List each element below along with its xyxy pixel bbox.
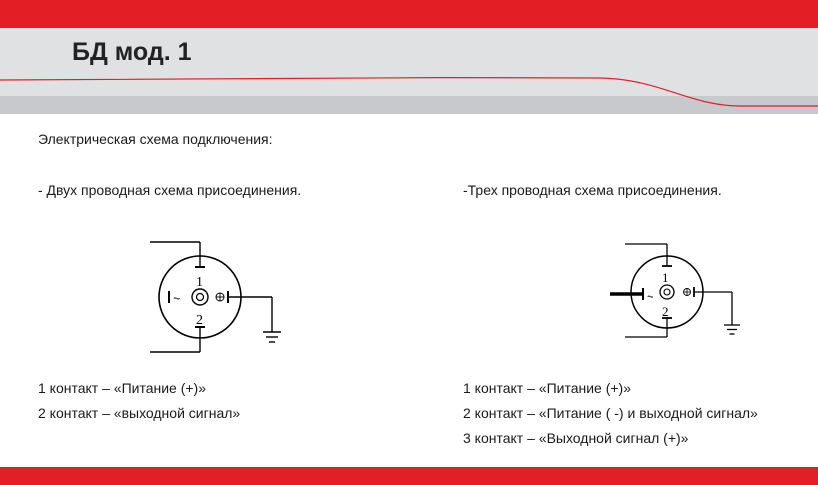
ground-icon [263,332,281,342]
intro-text: Электрическая схема подключения: [38,131,273,147]
pin-2-label: 2 [196,313,203,328]
right-contact-1: 1 контакт – «Питание (+)» [463,380,631,396]
svg-text:⏦: ⏦ [173,293,181,303]
left-contact-1: 1 контакт – «Питание (+)» [38,380,206,396]
left-heading: - Двух проводная схема присоединения. [38,182,302,198]
pin-1-label: 1 [196,275,203,290]
three-wire-diagram [600,236,750,346]
page-title: БД мод. 1 [72,38,192,66]
center-ring [660,285,674,299]
pin-2-label: 2 [662,304,669,319]
right-contact-3: 3 контакт – «Выходной сигнал (+)» [463,430,689,446]
pin-1-label: 1 [662,270,669,285]
svg-text:⏦: ⏦ [647,292,654,301]
left-contact-2: 2 контакт – «выходной сигнал» [38,405,241,421]
ground-icon [724,325,740,334]
center-ring [192,289,208,305]
top-red-bar [0,0,818,28]
bottom-red-bar [0,467,818,485]
right-contact-2: 2 контакт – «Питание ( -) и выходной сигнал» [463,405,758,421]
right-heading: -Трех проводная схема присоединения. [463,182,722,198]
two-wire-diagram [140,232,300,357]
